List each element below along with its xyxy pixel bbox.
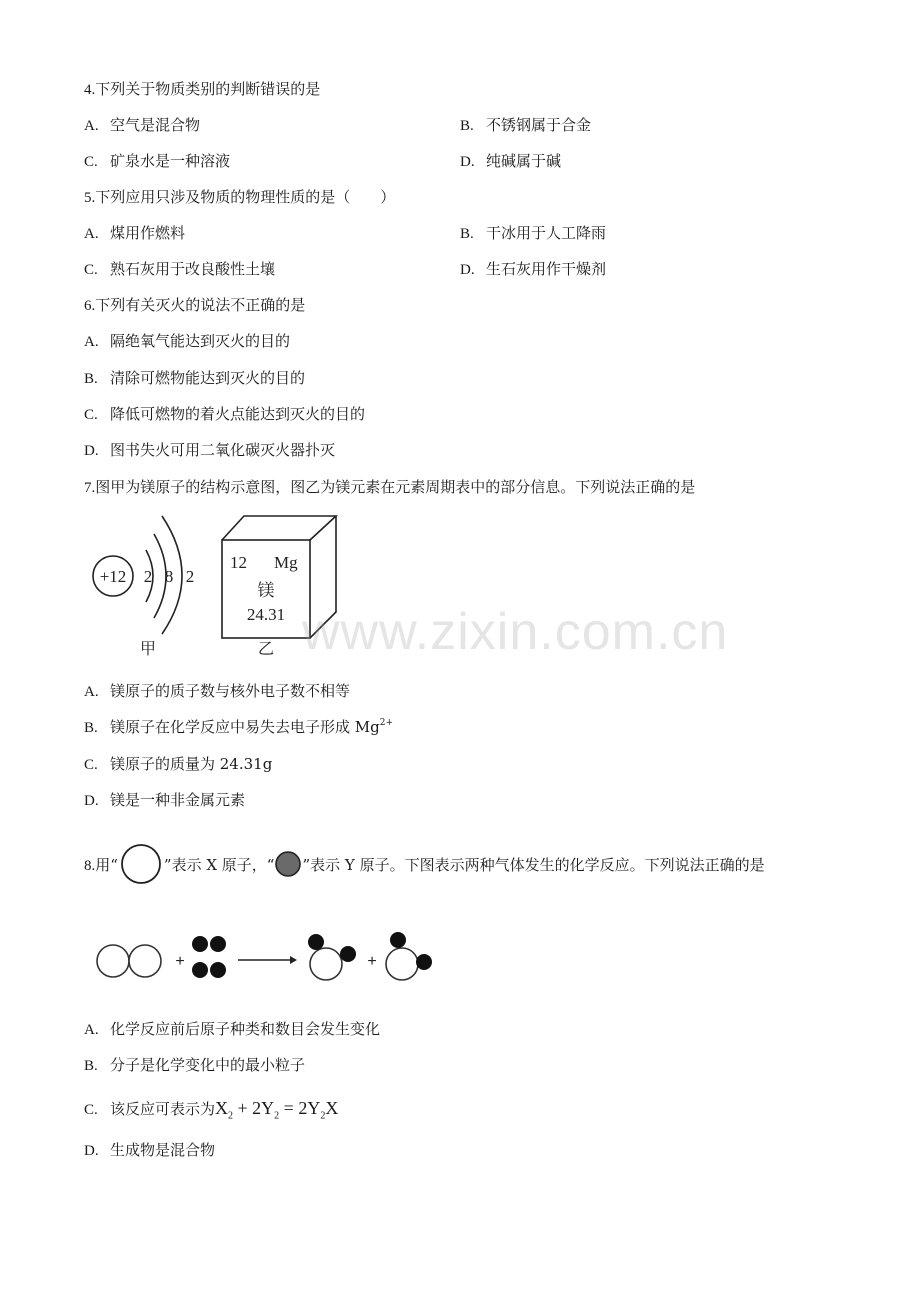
q8-option-d — [84, 1140, 215, 1161]
option-letter: C. — [84, 1102, 98, 1118]
q8-option-b — [84, 1055, 305, 1076]
option-text: 清除可燃物能达到灭火的目的 — [110, 369, 306, 387]
plus-sign-2: + — [367, 953, 377, 970]
option-text: 镁原子在化学反应中易失去电子形成 Mg — [110, 718, 380, 736]
q6-option-d — [84, 440, 335, 461]
option-letter: D. — [84, 793, 99, 809]
y2-molecule-1-atom-1 — [192, 936, 208, 952]
eq-y: Y — [261, 1098, 275, 1118]
q5-option-b — [460, 223, 606, 244]
option-letter: D. — [460, 154, 475, 170]
q8-stem-part3: ”表示 Y 原子。下图表示两种气体发生的化学反应。下列说法正确的是 — [302, 856, 765, 874]
eq-sub-y2: 2 — [274, 1110, 280, 1122]
q8-stem — [84, 845, 765, 887]
y2-molecule-1-atom-2 — [210, 936, 226, 952]
reaction-diagram — [92, 926, 442, 986]
option-text: 熟石灰用于改良酸性土壤 — [110, 260, 276, 278]
option-letter: D. — [84, 443, 99, 459]
shell-electrons-2: 8 — [164, 567, 174, 586]
figure-label-yi: 乙 — [257, 639, 275, 658]
option-letter: A. — [84, 226, 99, 242]
x2-molecule-atom-1 — [97, 945, 129, 977]
q4-option-a — [84, 115, 200, 136]
option-letter: B. — [460, 226, 474, 242]
option-text: 该反应可表示为 — [110, 1100, 216, 1118]
eq-plus: + — [237, 1098, 248, 1118]
q5-option-d — [460, 259, 606, 280]
q5-option-a — [84, 223, 185, 244]
q6-stem-text: 下列有关灭火的说法不正确的是 — [95, 296, 306, 314]
cube-top — [222, 516, 336, 540]
y2-molecule-2-atom-1 — [192, 962, 208, 978]
eq-x: X — [215, 1098, 229, 1118]
product-2-x-atom — [386, 948, 418, 980]
eq-y-product: Y — [307, 1098, 321, 1118]
ion-charge: 2+ — [379, 718, 394, 728]
element-name: 镁 — [257, 581, 275, 601]
q7-option-a — [84, 681, 350, 702]
option-letter: C. — [84, 407, 98, 423]
q4-option-b — [460, 115, 591, 136]
q8-stem-part1: 用“ — [95, 856, 118, 874]
option-text: 隔绝氧气能达到灭火的目的 — [110, 332, 291, 350]
eq-coef-1: 2 — [252, 1098, 262, 1118]
y2-molecule-2-atom-2 — [210, 962, 226, 978]
option-letter: D. — [460, 262, 475, 278]
q6-number: 6. — [84, 298, 96, 314]
y-atom-legend-icon — [274, 850, 302, 878]
eq-x-product: X — [325, 1098, 339, 1118]
option-letter: B. — [84, 720, 98, 736]
element-symbol: Mg — [274, 553, 298, 572]
q6-stem — [84, 295, 305, 316]
q5-stem — [84, 187, 395, 208]
q5-stem-text: 下列应用只涉及物质的物理性质的是（ ） — [95, 188, 396, 206]
q6-option-a — [84, 331, 290, 352]
q6-option-b — [84, 368, 305, 389]
q7-option-b — [84, 717, 393, 738]
shell-electrons-3: 2 — [185, 567, 195, 586]
eq-equals: = — [283, 1098, 294, 1118]
product-2-y-atom-1 — [390, 932, 406, 948]
option-letter: D. — [84, 1143, 99, 1159]
q4-option-d — [460, 151, 561, 172]
x-atom-legend-icon — [118, 843, 164, 885]
q5-option-c — [84, 259, 275, 280]
q8-number: 8. — [84, 858, 96, 874]
option-letter: C. — [84, 154, 98, 170]
option-text: 化学反应前后原子种类和数目会发生变化 — [110, 1020, 381, 1038]
option-letter: C. — [84, 262, 98, 278]
q6-option-c — [84, 404, 365, 425]
option-letter: B. — [84, 371, 98, 387]
figure-label-jia: 甲 — [139, 639, 157, 658]
element-number: 12 — [230, 553, 247, 572]
option-text: 生成物是混合物 — [110, 1141, 216, 1159]
reaction-equation — [215, 1098, 339, 1122]
reaction-arrow-head — [290, 956, 297, 964]
q7-number: 7. — [84, 480, 96, 496]
option-text: 降低可燃物的着火点能达到灭火的目的 — [110, 405, 366, 423]
option-text: 图书失火可用二氧化碳灭火器扑灭 — [110, 441, 336, 459]
option-letter: A. — [84, 334, 99, 350]
option-text: 空气是混合物 — [110, 116, 201, 134]
q4-option-c — [84, 151, 230, 172]
option-letter: B. — [84, 1058, 98, 1074]
option-text: 分子是化学变化中的最小粒子 — [110, 1056, 306, 1074]
option-text: 镁是一种非金属元素 — [110, 791, 246, 809]
q7-stem — [84, 477, 695, 498]
option-letter: B. — [460, 118, 474, 134]
q4-number: 4. — [84, 82, 96, 98]
eq-sub-y2-product: 2 — [320, 1110, 326, 1122]
x2-molecule-atom-2 — [129, 945, 161, 977]
product-1-y-atom-2 — [340, 946, 356, 962]
q4-stem — [84, 79, 320, 100]
q5-number: 5. — [84, 190, 96, 206]
option-text: 纯碱属于碱 — [486, 152, 562, 170]
q8-option-a — [84, 1019, 380, 1040]
option-text: 镁原子的质子数与核外电子数不相等 — [110, 682, 351, 700]
q7-option-d — [84, 790, 245, 811]
option-letter: C. — [84, 757, 98, 773]
plus-sign-1: + — [175, 953, 185, 970]
q7-stem-text: 图甲为镁原子的结构示意图，图乙为镁元素在元素周期表中的部分信息。下列说法正确的是 — [95, 478, 696, 496]
product-1-y-atom-1 — [308, 934, 324, 950]
q8-option-c — [84, 1096, 338, 1122]
nucleus-charge: +12 — [99, 567, 127, 586]
option-text: 煤用作燃料 — [110, 224, 186, 242]
q4-stem-text: 下列关于物质类别的判断错误的是 — [95, 80, 321, 98]
option-letter: A. — [84, 118, 99, 134]
option-text: 干冰用于人工降雨 — [486, 224, 607, 242]
option-letter: A. — [84, 1022, 99, 1038]
shell-electrons-1: 2 — [143, 567, 153, 586]
option-text: 生石灰用作干燥剂 — [486, 260, 607, 278]
atom-structure-diagram — [86, 510, 216, 660]
q7-option-c — [84, 754, 272, 775]
eq-coef-2: 2 — [298, 1098, 308, 1118]
q8-stem-part2: ”表示 X 原子，“ — [163, 856, 275, 874]
eq-sub-x2: 2 — [228, 1110, 234, 1122]
option-text: 矿泉水是一种溶液 — [110, 152, 231, 170]
watermark: www.zixin.com.cn — [302, 603, 729, 661]
product-1-x-atom — [310, 948, 342, 980]
atomic-mass: 24.31 — [246, 605, 286, 624]
option-text: 镁原子的质量为 24.31g — [110, 755, 273, 773]
option-letter: A. — [84, 684, 99, 700]
product-2-y-atom-2 — [416, 954, 432, 970]
option-text: 不锈钢属于合金 — [486, 116, 592, 134]
